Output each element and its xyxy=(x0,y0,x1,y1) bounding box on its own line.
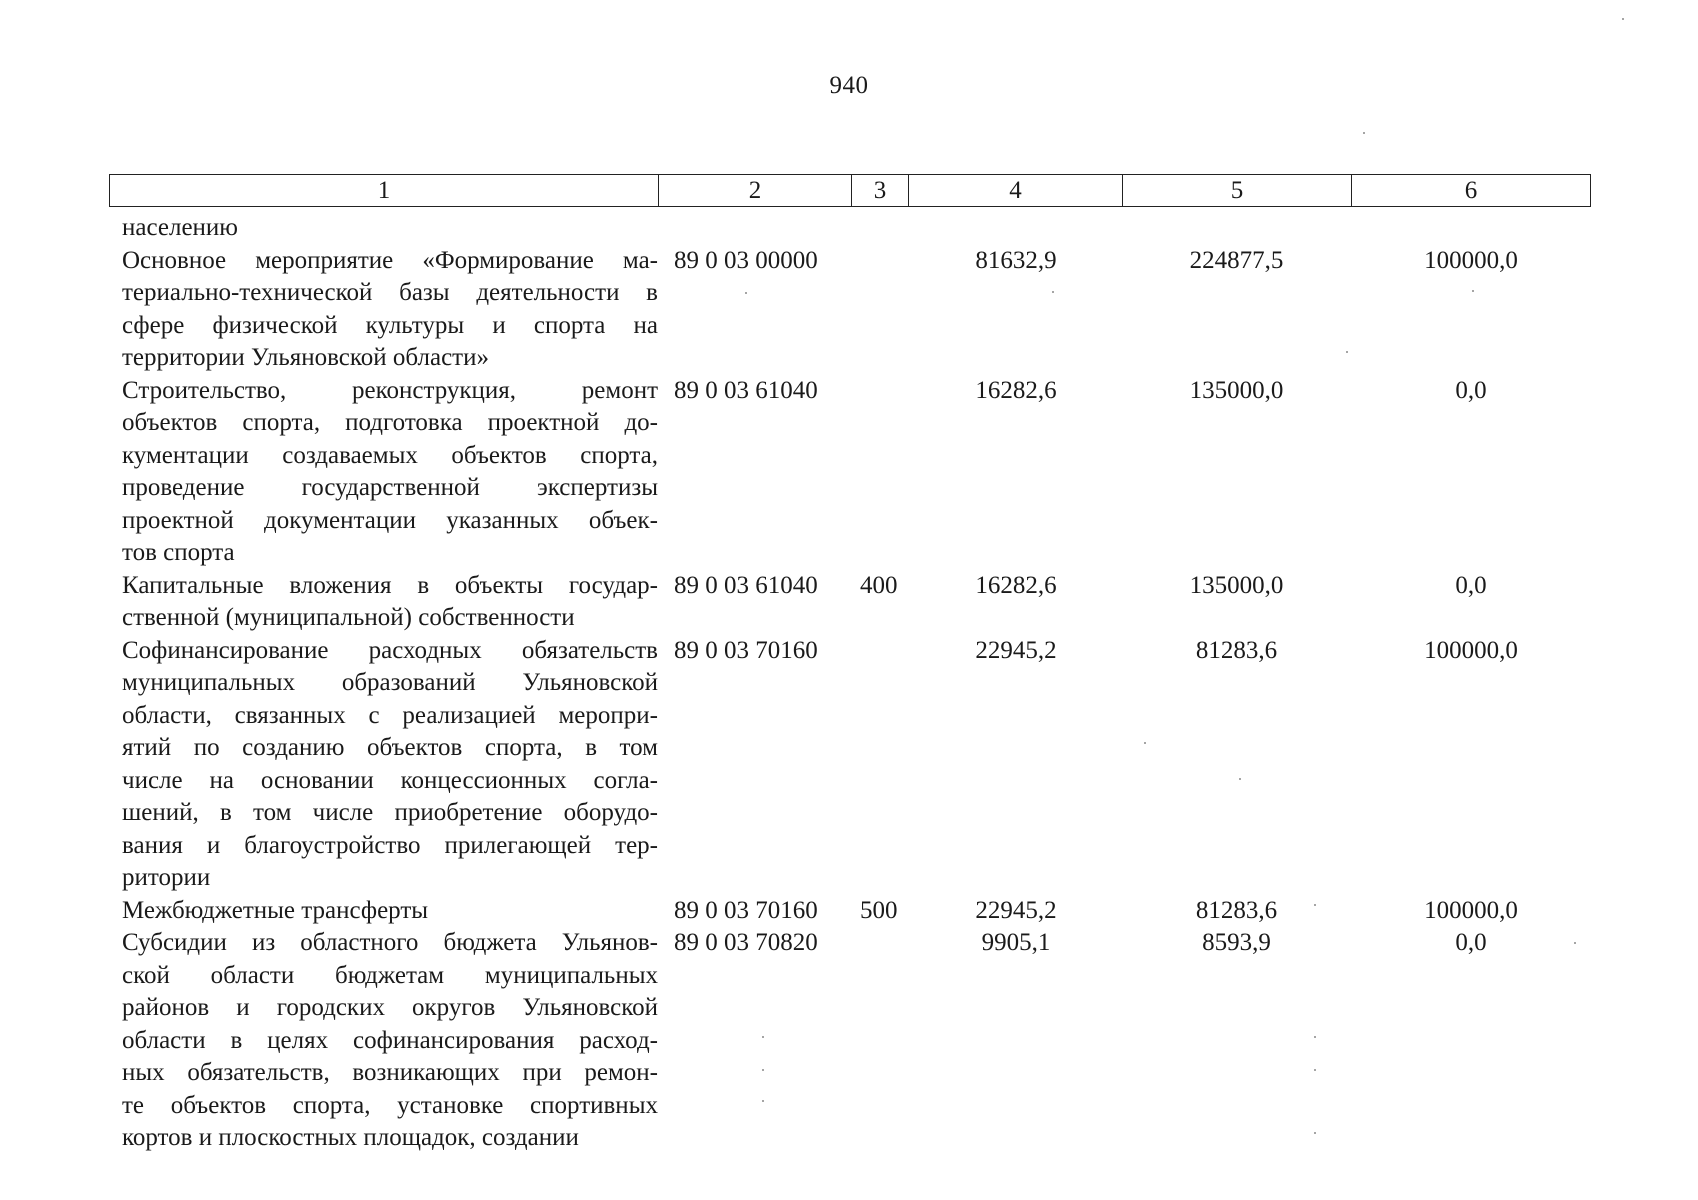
table-row xyxy=(109,635,1591,895)
description-line: ской области бюджетам муниципальных xyxy=(122,961,658,989)
description-line: кументации создаваемых объектов спорта, xyxy=(122,441,658,469)
scan-speck xyxy=(1472,290,1474,292)
column-header-2: 2 xyxy=(659,175,852,206)
page-number: 940 xyxy=(829,72,869,99)
cell-description xyxy=(109,245,658,375)
cell-description xyxy=(109,927,658,1155)
cell-value-6: 100000,0 xyxy=(1424,246,1518,274)
cell-value-5: 135000,0 xyxy=(1189,376,1284,404)
table-row xyxy=(109,375,1591,570)
scan-speck xyxy=(1239,778,1241,780)
description-line: проведение государственной экспертизы xyxy=(122,474,658,501)
cell-description xyxy=(109,212,658,245)
column-header-6: 6 xyxy=(1464,176,1478,204)
cell-type xyxy=(851,375,908,570)
scan-speck xyxy=(1314,1036,1316,1038)
cell-description xyxy=(109,570,658,635)
description-line: населению xyxy=(122,214,238,241)
description-line: Капитальные вложения в объекты государ- xyxy=(122,571,658,599)
column-header-1: 1 xyxy=(110,175,659,206)
cell-code: 89 0 03 70160 xyxy=(674,896,818,924)
cell-value-4: 22945,2 xyxy=(975,896,1057,924)
cell-value-5: 81283,6 xyxy=(1195,896,1278,924)
cell-type xyxy=(851,927,908,1155)
cell-type xyxy=(851,212,908,245)
cell-description xyxy=(109,895,658,928)
cell-value-4: 16282,6 xyxy=(975,571,1057,599)
scan-speck xyxy=(1574,942,1576,944)
column-header-5: 5 xyxy=(1123,175,1352,206)
cell-value-5 xyxy=(1122,212,1351,245)
table-row xyxy=(109,895,1591,928)
cell-value-6: 0,0 xyxy=(1455,571,1487,599)
cell-code: 89 0 03 61040 xyxy=(674,571,818,599)
description-line: тов спорта xyxy=(122,539,235,566)
column-header-3: 3 xyxy=(852,175,909,206)
cell-description xyxy=(109,635,658,895)
description-line: области в целях софинансирования расход- xyxy=(122,1026,658,1054)
description-line: объектов спорта, подготовка проектной до- xyxy=(122,409,658,436)
description-line: Межбюджетные трансферты xyxy=(122,896,429,924)
cell-type: 400 xyxy=(860,571,898,599)
description-line: ственной (муниципальной) собственности xyxy=(122,604,575,631)
scan-speck xyxy=(762,1100,764,1102)
cell-code: 89 0 03 61040 xyxy=(674,376,818,404)
description-line: ятий по созданию объектов спорта, в том xyxy=(122,734,658,761)
cell-code: 89 0 03 70160 xyxy=(674,636,818,664)
scan-speck xyxy=(1622,18,1624,20)
scan-speck xyxy=(1314,904,1316,906)
description-line: шений, в том числе приобретение оборудо- xyxy=(122,799,658,826)
cell-code: 89 0 03 00000 xyxy=(674,246,818,274)
cell-value-4: 22945,2 xyxy=(975,636,1057,664)
cell-value-6: 0,0 xyxy=(1455,376,1487,404)
cell-value-4: 81632,9 xyxy=(975,246,1057,274)
scan-speck xyxy=(1144,742,1146,744)
table-row xyxy=(109,245,1591,375)
cell-code xyxy=(658,212,851,245)
description-line: Основное мероприятие «Формирование ма- xyxy=(122,246,658,274)
scan-speck xyxy=(762,1036,764,1038)
table-row xyxy=(109,927,1591,1155)
description-line: ных обязательств, возникающих при ремон- xyxy=(122,1059,658,1086)
table-body xyxy=(109,212,1591,1155)
table-header-row xyxy=(109,174,1591,207)
scan-speck xyxy=(762,1069,764,1071)
scan-speck xyxy=(1346,351,1348,353)
scan-speck xyxy=(1314,1132,1316,1134)
cell-type xyxy=(851,635,908,895)
description-line: те объектов спорта, установке спортивных xyxy=(122,1091,658,1119)
description-line: ритории xyxy=(122,864,211,891)
description-line: районов и городских округов Ульяновской xyxy=(122,994,658,1021)
cell-value-4 xyxy=(908,212,1122,245)
cell-value-5: 135000,0 xyxy=(1189,571,1284,599)
scan-speck xyxy=(745,292,747,294)
description-line: муниципальных образований Ульяновской xyxy=(122,669,658,696)
description-line: сфере физической культуры и спорта на xyxy=(122,311,658,339)
cell-type xyxy=(851,245,908,375)
cell-value-6: 0,0 xyxy=(1455,929,1487,956)
description-line: Софинансирование расходных обязательств xyxy=(122,636,658,664)
description-line: проектной документации указанных объек- xyxy=(122,506,658,534)
cell-value-5: 81283,6 xyxy=(1195,636,1278,664)
description-line: Строительство, реконструкция, ремонт xyxy=(122,376,658,404)
cell-code: 89 0 03 70820 xyxy=(674,929,818,956)
cell-value-6 xyxy=(1351,212,1591,245)
scan-speck xyxy=(1363,132,1365,134)
cell-type: 500 xyxy=(860,896,898,924)
description-line: области, связанных с реализацией меропри- xyxy=(122,701,658,729)
cell-value-4: 16282,6 xyxy=(975,376,1057,404)
cell-description xyxy=(109,375,658,570)
cell-value-6: 100000,0 xyxy=(1424,636,1518,664)
description-line: территории Ульяновской области» xyxy=(122,344,489,371)
table-row xyxy=(109,212,1591,245)
table-row xyxy=(109,570,1591,635)
scan-speck xyxy=(1052,291,1054,293)
cell-value-4: 9905,1 xyxy=(981,929,1051,956)
description-line: вания и благоустройство прилегающей тер- xyxy=(122,831,658,859)
column-header-4: 4 xyxy=(909,175,1123,206)
cell-value-5: 8593,9 xyxy=(1202,929,1271,956)
description-line: числе на основании концессионных согла- xyxy=(122,766,658,794)
description-line: кортов и плоскостных площадок, создании xyxy=(122,1124,579,1151)
scan-speck xyxy=(1314,1069,1316,1071)
cell-value-6: 100000,0 xyxy=(1424,896,1518,924)
description-line: Субсидии из областного бюджета Ульянов- xyxy=(122,929,658,956)
description-line: териально-технической базы деятельности в xyxy=(122,279,658,306)
cell-value-5: 224877,5 xyxy=(1189,246,1284,274)
